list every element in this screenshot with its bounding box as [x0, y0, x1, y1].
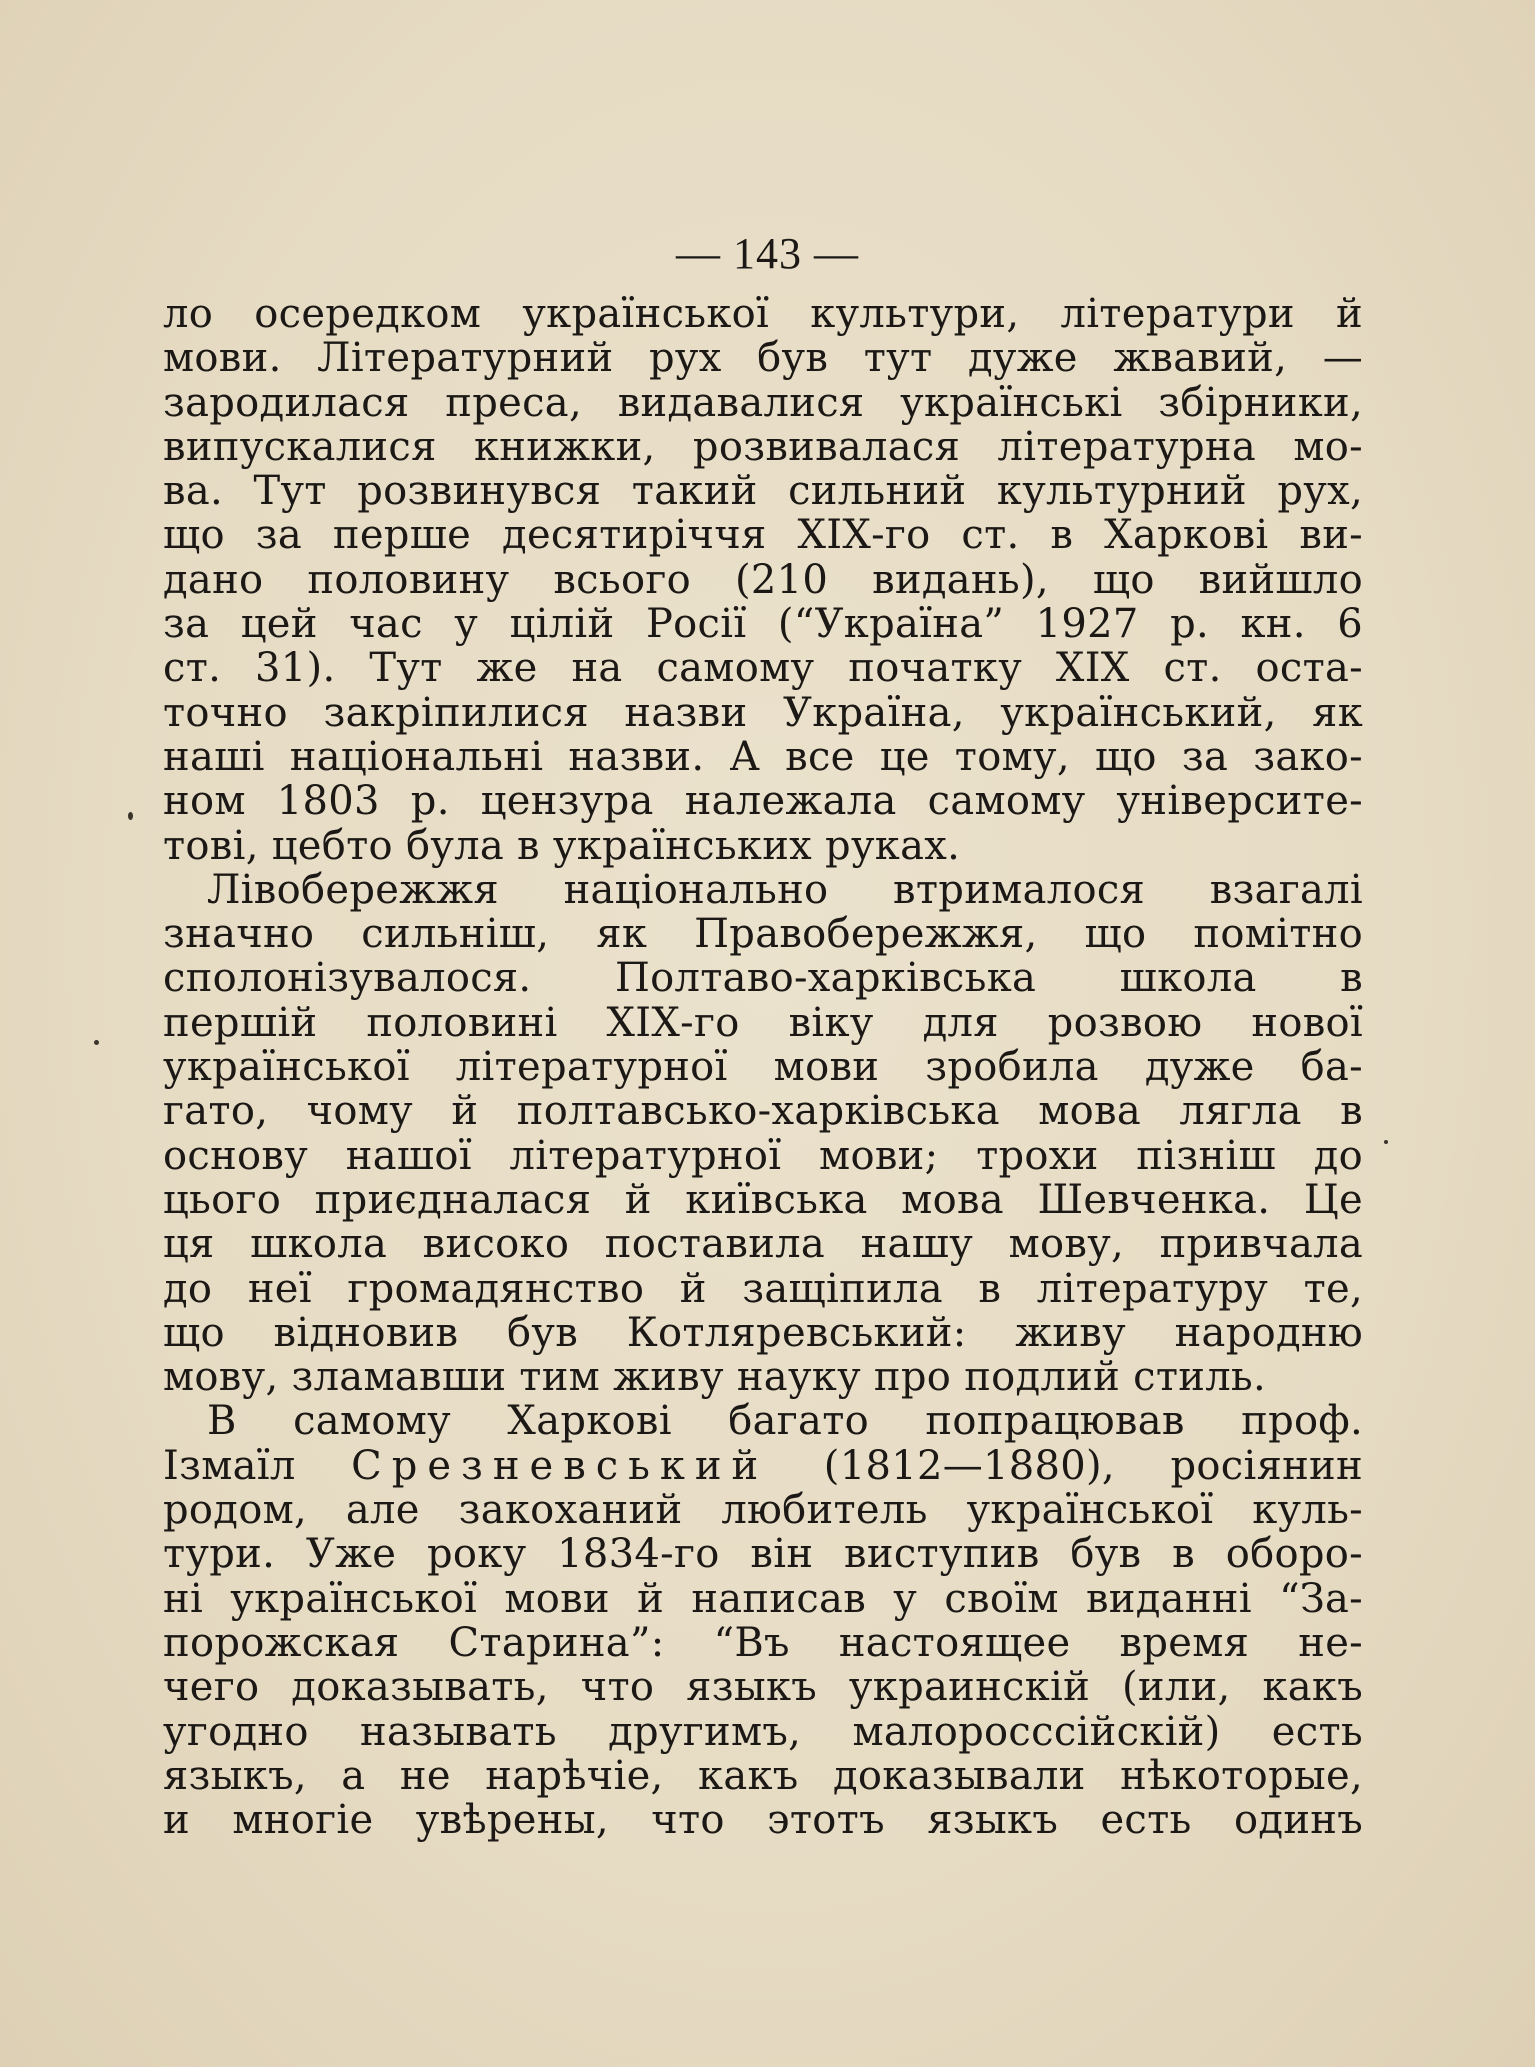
text-line: Ізмаїл Срезневський (1812—1880), росіянин: [163, 1442, 1363, 1489]
text-line: цього приєдналася й київська мова Шевченка. Це: [163, 1176, 1363, 1223]
print-speck: [1384, 1140, 1388, 1144]
paragraph: [163, 1399, 1363, 1842]
body-text: [163, 292, 1363, 1842]
text-line: що за перше десятиріччя ХІХ-го ст. в Харкові ви-: [163, 512, 1363, 559]
text-line: порожская Старина”: “Въ настоящее время не-: [163, 1619, 1363, 1666]
text-line: ця школа високо поставила нашу мову, привчала: [163, 1221, 1363, 1268]
text-line: мову, зламавши тим живу науку про подлий стиль.: [163, 1354, 1267, 1401]
text-line: чего доказывать, что языкъ украинскій (или, какъ: [163, 1664, 1363, 1711]
print-speck: [128, 812, 133, 820]
text-line: языкъ, а не нарѣчіе, какъ доказывали нѣкоторые,: [163, 1752, 1363, 1799]
page-number: — 143 —: [676, 229, 859, 278]
text-line: угодно называть другимъ, малоросссійскій) есть: [163, 1708, 1363, 1755]
text-line: до неї громадянство й защіпила в літературу те,: [163, 1265, 1363, 1312]
text-line: родом, але закоханий любитель української куль-: [163, 1487, 1363, 1534]
text-line: и многіе увѣрены, что этотъ языкъ есть одинъ: [163, 1797, 1363, 1844]
paragraph: [163, 292, 1363, 868]
text-line: основу нашої літературної мови; трохи пізніш до: [163, 1132, 1363, 1179]
text-line: ном 1803 р. цензура належала самому університе-: [163, 778, 1363, 825]
text-line: мови. Літературний рух був тут дуже жвавий, —: [163, 335, 1363, 382]
text-line: тури. Уже року 1834-го він виступив був в оборо-: [163, 1531, 1363, 1578]
text-line: що відновив був Котляревський: живу народню: [163, 1309, 1363, 1356]
text-line: значно сильніш, як Правобережжя, що помітно: [163, 911, 1363, 958]
text-line: В самому Харкові багато попрацював проф.: [207, 1398, 1363, 1445]
text-line: точно закріпилися назви Україна, український, як: [163, 689, 1363, 736]
text-line: ні української мови й написав у своїм виданні “За-: [163, 1575, 1363, 1622]
text-line: зародилася преса, видавалися українські збірники,: [163, 379, 1363, 426]
text-line: дано половину всього (210 видань), що вийшло: [163, 556, 1363, 603]
text-line: гато, чому й полтавсько-харківська мова лягла в: [163, 1088, 1363, 1135]
text-line: тові, цебто була в українських руках.: [163, 822, 961, 869]
text-line: ва. Тут розвинувся такий сильний культурний рух,: [163, 468, 1363, 515]
text-line: першій половині ХІХ-го віку для розвою нової: [163, 999, 1363, 1046]
text-line: ст. 31). Тут же на самому початку ХІХ ст. оста-: [163, 645, 1363, 692]
text-line: ло осередком української культури, літератури й: [163, 291, 1363, 337]
text-line: української літературної мови зробила дуже ба-: [163, 1044, 1363, 1091]
print-speck: [94, 1040, 99, 1045]
text-line: Лівобережжя національно втрималося взагалі: [207, 866, 1363, 913]
text-line: сполонізувалося. Полтаво-харківська школа в: [163, 955, 1363, 1002]
paragraph: [163, 868, 1363, 1400]
text-line: випускалися книжки, розвивалася літературна мо-: [163, 423, 1363, 470]
text-line: наші національні назви. А все це тому, що за зако-: [163, 733, 1363, 780]
text-line: за цей час у цілій Росії (“Україна” 1927 р. кн. 6: [163, 601, 1363, 648]
